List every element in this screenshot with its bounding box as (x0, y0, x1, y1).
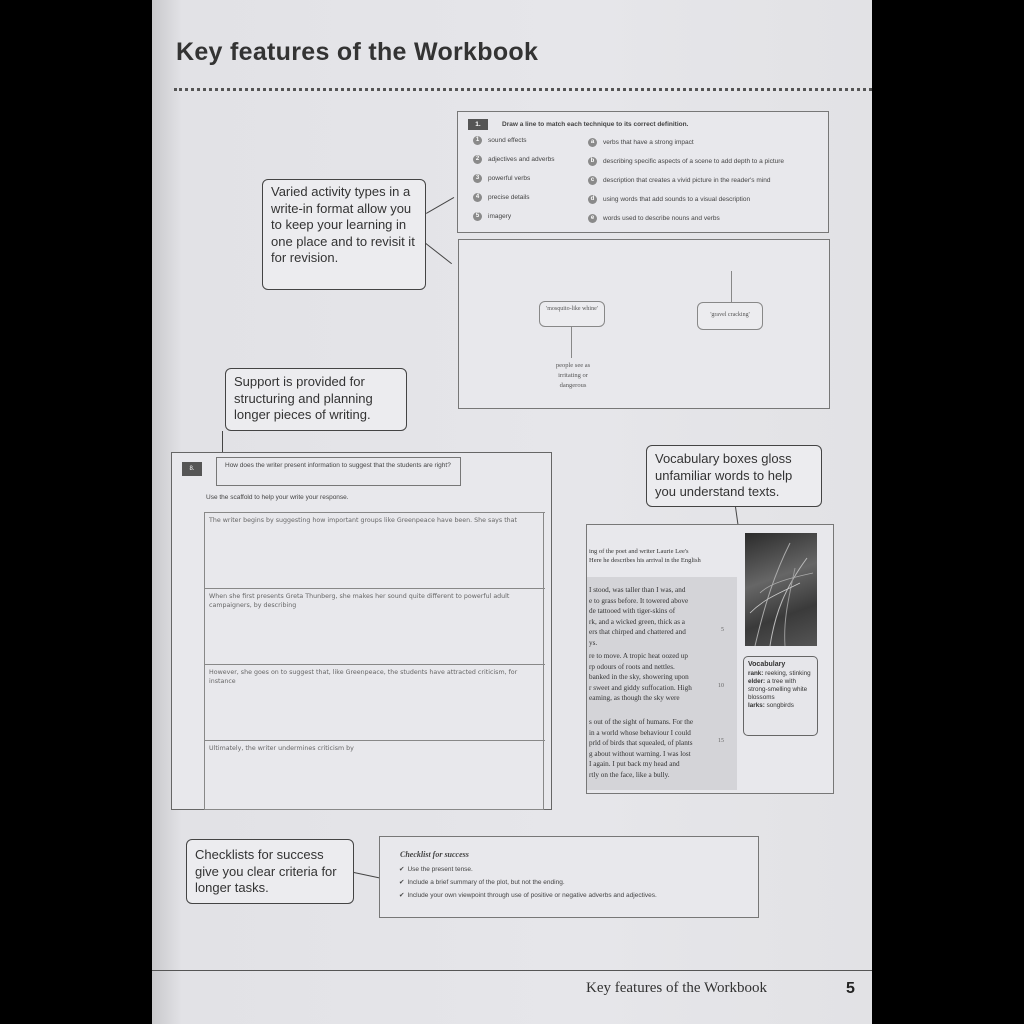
scaffold-cell: When she first presents Greta Thunberg, she makes her sound quite different to powerful adult campaigners, by describing (205, 588, 545, 664)
scaffold-number: 8. (182, 462, 202, 476)
scaffold-question: How does the writer present information to suggest that the students are right? (216, 457, 461, 486)
writing-scaffold (171, 452, 552, 810)
extract-paragraph: I stood, was taller than I was, and e to grass before. It towered above de tattooed with tiger-skins of rk, and a wicked green, thick as a ers that chirped and chattered and ys. (589, 586, 689, 647)
checklist-item: ✔ Use the present tense. (399, 866, 473, 873)
callout-vocabulary: Vocabulary boxes gloss unfamiliar words to help you understand texts. (646, 445, 822, 507)
scaffold-frame (204, 512, 544, 810)
match-right-a: a verbs that have a strong impact (588, 138, 694, 147)
page-title: Key features of the Workbook (176, 38, 539, 66)
mind-map-box (458, 239, 830, 409)
background-left (0, 0, 152, 1024)
extract-paragraph: s out of the sight of humans. For the in a world whose behaviour I could prld of birds that squealed, of plants g about without warning. I was lost I again. I put back my head and rtly on the face, like a bully. (589, 718, 694, 779)
line-number: 5 (721, 627, 724, 633)
check-icon: ✔ (399, 866, 405, 873)
match-right-b: b describing specific aspects of a scene to add depth to a picture (588, 157, 784, 166)
scaffold-instruction: Use the scaffold to help your write your response. (206, 494, 349, 501)
callout-support: Support is provided for structuring and planning longer pieces of writing. (225, 368, 407, 431)
dotted-divider (174, 88, 872, 91)
connector-line (425, 243, 452, 264)
footer-rule (152, 970, 872, 971)
match-left-1: 1 sound effects (473, 136, 527, 145)
vocabulary-entry: rank: reeking, stinking (748, 670, 811, 677)
scaffold-cell: However, she goes on to suggest that, like Greenpeace, the students have attracted criticism, for instance (205, 664, 545, 740)
map-connector (731, 271, 732, 303)
match-right-e: e words used to describe nouns and verbs (588, 214, 720, 223)
match-left-3: 3 powerful verbs (473, 174, 530, 183)
text-extract (586, 524, 834, 794)
match-right-d: d using words that add sounds to a visual description (588, 195, 750, 204)
connector-line (222, 431, 223, 454)
extract-paragraph: re to move. A tropic heat oozed up rp odours of roots and nettles. banked in the sky, showering upon r sweet and giddy suffocation. High eaming, as though the sky were (589, 652, 692, 702)
activity-instruction: Draw a line to match each technique to its correct definition. (502, 121, 689, 128)
checklist-title: Checklist for success (400, 850, 469, 859)
extract-intro: ing of the poet and writer Laurie Lee's Here he describes his arrival in the English (589, 548, 701, 564)
scaffold-cell: Ultimately, the writer undermines criticism by (205, 740, 545, 810)
checklist-item: ✔ Include a brief summary of the plot, but not the ending. (399, 879, 565, 886)
activity-number: 1. (468, 119, 488, 130)
match-right-c: c description that creates a vivid picture in the reader's mind (588, 176, 770, 185)
workbook-page (152, 0, 872, 1024)
checklist-box (379, 836, 759, 918)
matching-activity (457, 111, 829, 233)
match-left-2: 2 adjectives and adverbs (473, 155, 555, 164)
match-left-4: 4 precise details (473, 193, 530, 202)
vocabulary-entry: elder: a tree with strong-smelling white blossoms (748, 678, 808, 701)
mind-map-node: 'gravel cracking' (697, 302, 763, 330)
grass-image (745, 533, 817, 646)
connector-line (354, 872, 380, 879)
mind-map-node: 'mosquito-like whine' (539, 301, 605, 327)
connector-line (426, 197, 454, 214)
vocabulary-title: Vocabulary (748, 661, 786, 668)
callout-checklist: Checklists for success give you clear criteria for longer tasks. (186, 839, 354, 904)
check-icon: ✔ (399, 879, 405, 886)
grass-photo (745, 533, 817, 646)
line-number: 10 (718, 683, 724, 689)
check-icon: ✔ (399, 892, 405, 899)
match-left-5: 5 imagery (473, 212, 511, 221)
scaffold-cell: The writer begins by suggesting how important groups like Greenpeace have been. She says that (205, 512, 545, 588)
vocabulary-box (743, 656, 818, 736)
background-right (872, 0, 1024, 1024)
callout-activity-types: Varied activity types in a write-in format allow you to keep your learning in one place and to revisit it for revision. (262, 179, 426, 290)
mind-map-note: people see as irritating or dangerous (555, 362, 591, 389)
vocabulary-entry: larks: songbirds (748, 702, 794, 709)
page-number: 5 (846, 980, 855, 997)
footer-label: Key features of the Workbook (586, 980, 767, 996)
checklist-item: ✔ Include your own viewpoint through use of positive or negative adverbs and adjectives. (399, 892, 657, 899)
line-number: 15 (718, 738, 724, 744)
